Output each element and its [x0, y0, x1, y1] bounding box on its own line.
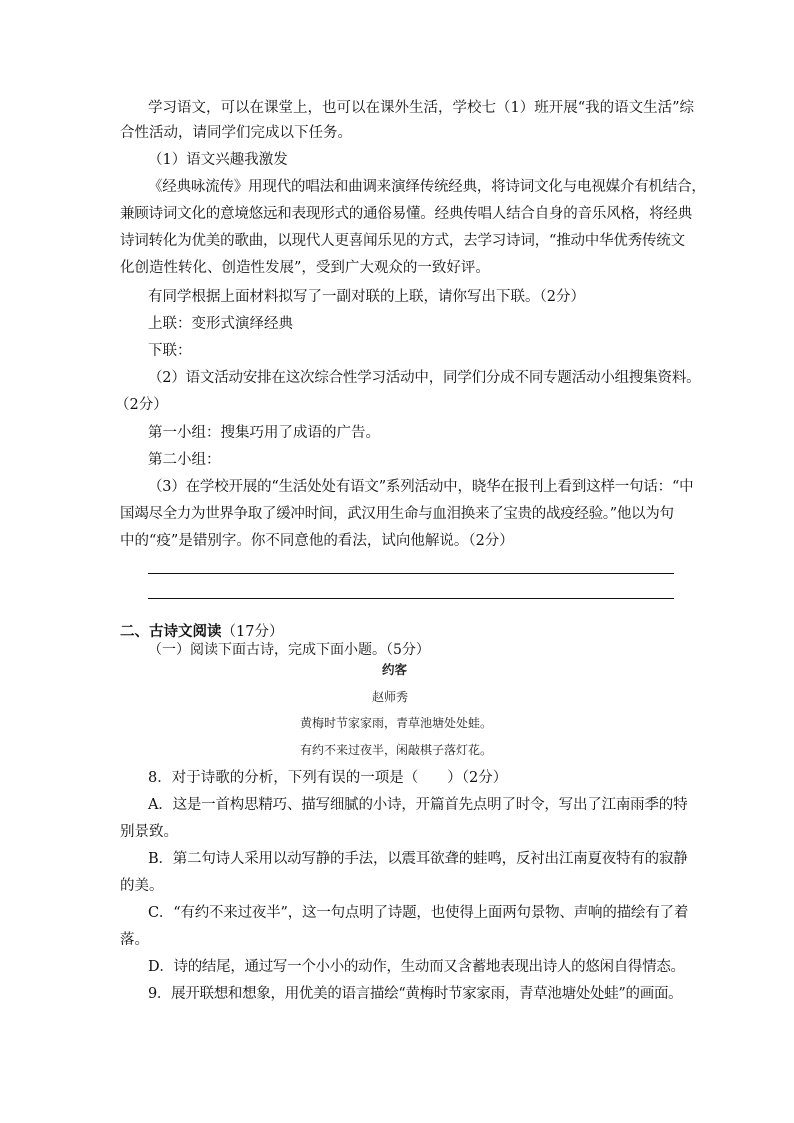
- task2-line-1: （2）语文活动安排在这次综合性学习活动中，同学们分成不同专题活动小组搜集资料。: [148, 370, 701, 386]
- group2-label: 第二小组：: [148, 452, 221, 468]
- couplet-prompt: 有同学根据上面材料拟写了一副对联的上联，请你写出下联。（2分）: [148, 289, 585, 305]
- material-line-1: 《经典咏流传》用现代的唱法和曲调来演绎传统经典，将诗词文化与电视媒介有机结合，: [148, 179, 706, 195]
- intro-line-2: 合性活动，请同学们完成以下任务。: [120, 125, 352, 141]
- upper-couplet: 上联：变形式演绎经典: [148, 316, 293, 332]
- poem-line-1: 黄梅时节家家雨，青草池塘处处蛙。: [300, 716, 493, 730]
- answer-line-2: [148, 598, 674, 599]
- task1-heading: （1）语文兴趣我激发: [148, 152, 288, 168]
- option-b-line-1: B．第二句诗人采用以动写静的手法，以震耳欲聋的蛙鸣，反衬出江南夏夜特有的寂静: [148, 851, 688, 867]
- task3-line-1: （3）在学校开展的“生活处处有语文”系列活动中，晓华在报刊上看到这样一句话：“中: [148, 479, 694, 495]
- poem-line-2: 有约不来过夜半，闲敲棋子落灯花。: [300, 743, 493, 757]
- answer-line-1: [148, 573, 674, 574]
- option-a-line-2: 别景致。: [120, 824, 178, 840]
- option-c-line-1: C．“有约不来过夜半”，这一句点明了诗题，也使得上面两句景物、声响的描绘有了着: [148, 905, 689, 921]
- section2-score: （17分）: [221, 624, 284, 640]
- task3-line-2: 国竭尽全力为世界争取了缓冲时间，武汉用生命与血泪换来了宝贵的战疫经验。”他以为句: [120, 506, 674, 522]
- question-8: 8．对于诗歌的分析，下列有误的一项是（ ）（2分）: [148, 770, 508, 786]
- group1-text: 第一小组：搜集巧用了成语的广告。: [148, 425, 380, 441]
- poem-author: 赵师秀: [372, 690, 409, 704]
- question-9: 9．展开联想和想象，用优美的语言描绘“黄梅时节家家雨，青草池塘处处蛙”的画面。: [148, 986, 683, 1002]
- intro-line-1: 学习语文，可以在课堂上，也可以在课外生活，学校七（1）班开展“我的语文生活”综: [148, 100, 695, 116]
- task2-line-2: （2分）: [115, 397, 168, 413]
- section2-heading-row: [120, 625, 283, 640]
- material-line-3: 诗词转化为优美的歌曲，以现代人更喜闻乐见的方式，去学习诗词，“推动中华优秀传统文: [120, 233, 685, 249]
- poem-title: 约客: [382, 662, 408, 677]
- option-a-line-1: A．这是一首构思精巧、描写细腻的小诗，开篇首先点明了时令，写出了江南雨季的特: [148, 797, 688, 813]
- lower-couplet-label: 下联：: [148, 343, 192, 359]
- option-c-line-2: 落。: [120, 932, 149, 948]
- material-line-4: 化创造性转化、创造性发展”，受到广大观众的一致好评。: [120, 260, 490, 276]
- poem-subheading: （一）阅读下面古诗，完成下面小题。（5分）: [148, 642, 430, 658]
- option-d: D．诗的结尾，通过写一个小小的动作，生动而又含蓄地表现出诗人的悠闲自得情态。: [148, 959, 685, 975]
- option-b-line-2: 的美。: [120, 878, 164, 894]
- material-line-2: 兼顾诗词文化的意境悠远和表现形式的通俗易懂。经典传唱人结合自身的音乐风格，将经典: [120, 206, 692, 222]
- task3-line-3: 中的“疫”是错别字。你不同意他的看法，试向他解说。（2分）: [120, 533, 514, 549]
- section2-heading: 二、古诗文阅读: [120, 624, 222, 640]
